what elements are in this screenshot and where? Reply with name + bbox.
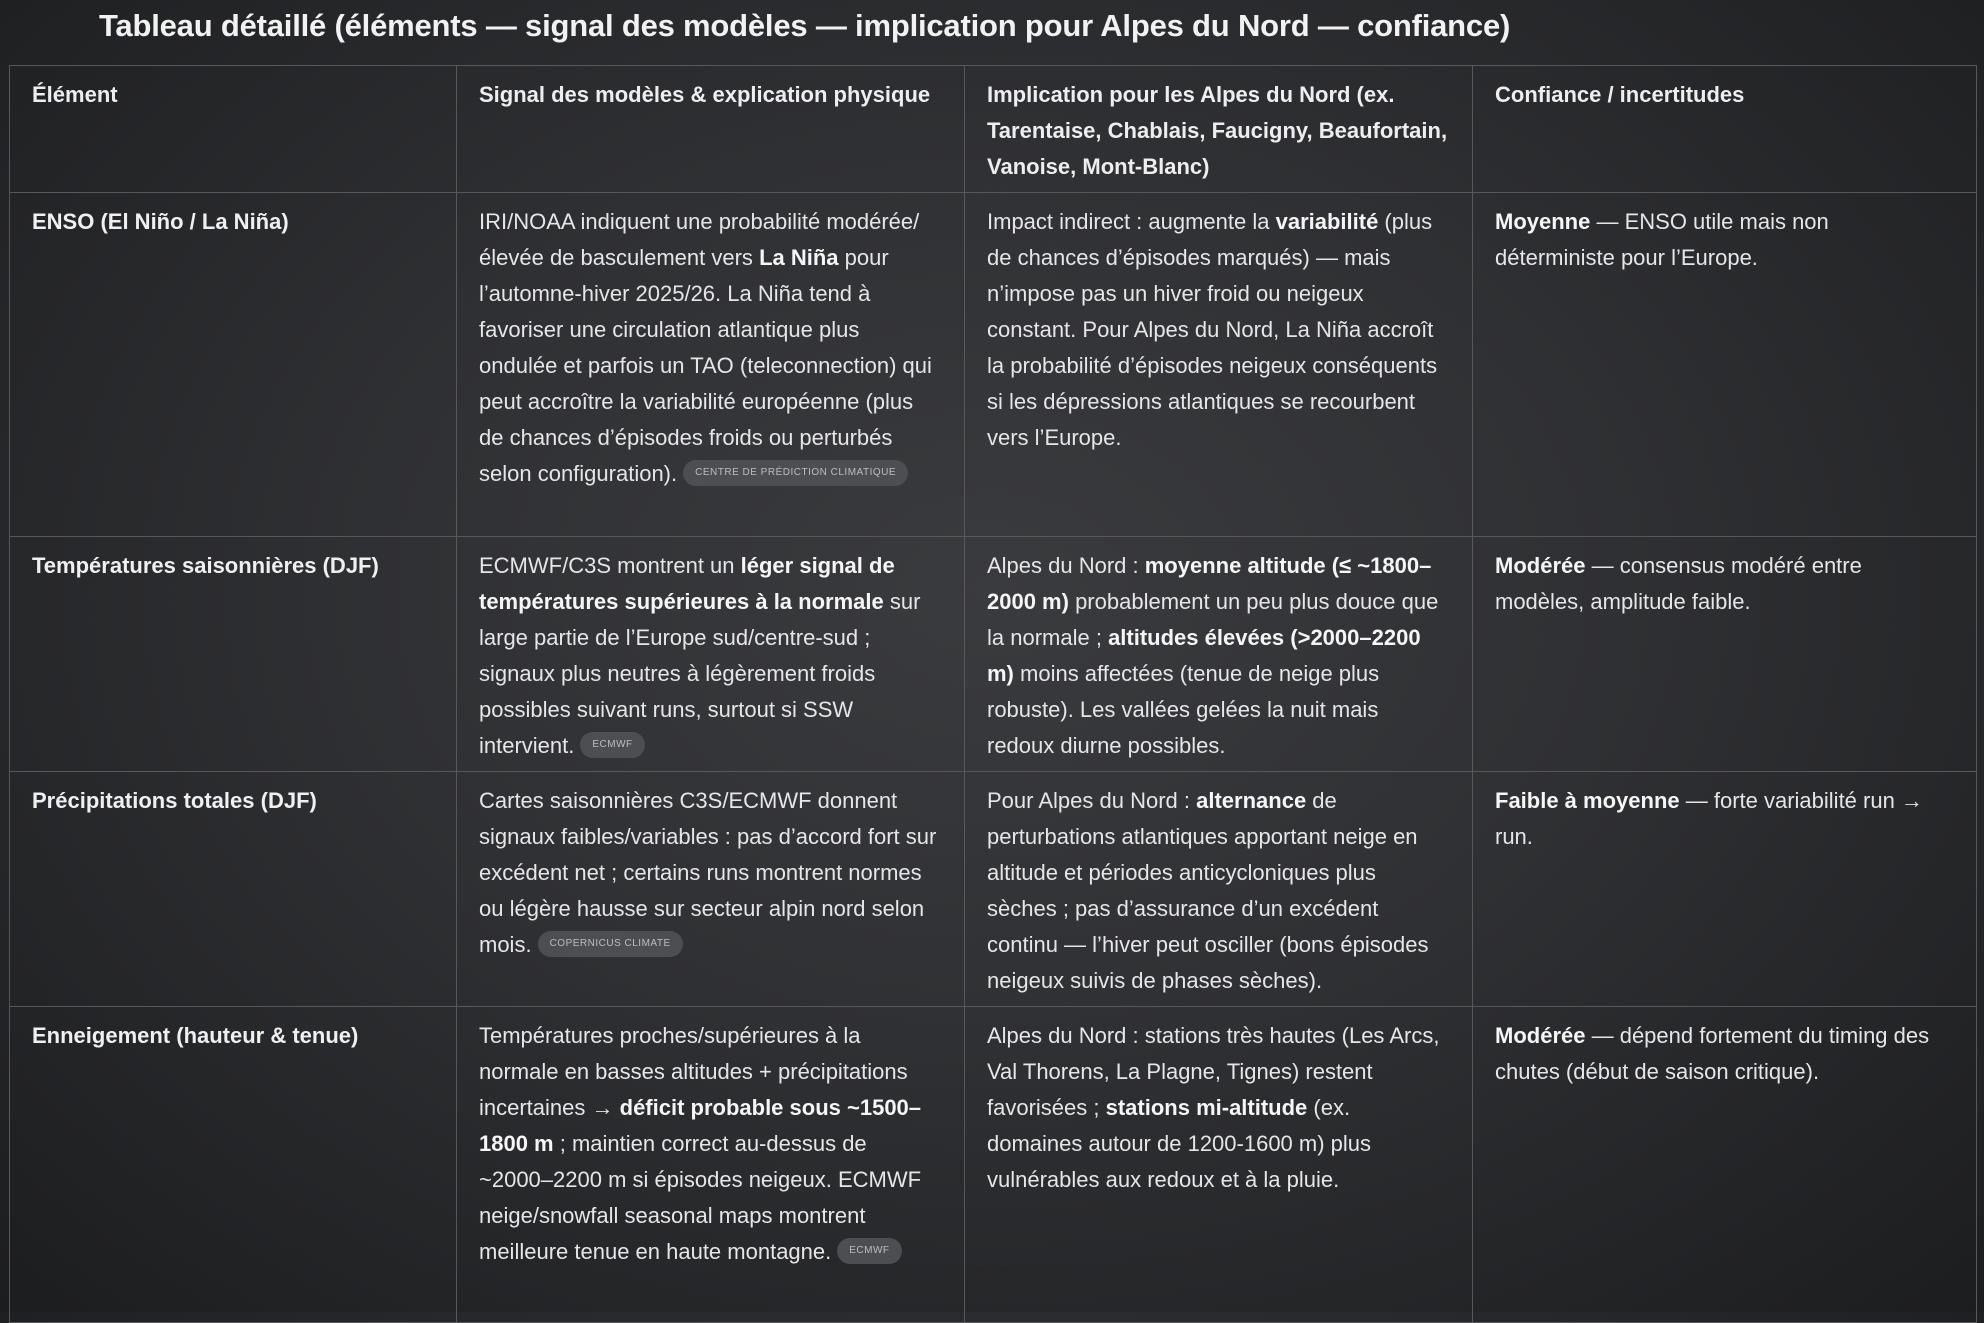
source-badge[interactable]: ECMWF	[580, 732, 644, 758]
column-header-signal: Signal des modèles & explication physique	[457, 66, 965, 193]
confidence-cell: Faible à moyenne — forte variabilité run → run.	[1473, 772, 1977, 1007]
column-header-implication: Implication pour les Alpes du Nord (ex. Tarentaise, Chablais, Faucigny, Beaufortain, Vanoise, Mont-Blanc)	[965, 66, 1473, 193]
implication-cell: Pour Alpes du Nord : alternance de perturbations atlantiques apportant neige en altitude et périodes anticycloniques plus sèches ; pas d’assurance d’un excédent continu — l’hiver peut osciller (bons épisodes neigeux suivis de phases sèches).	[965, 772, 1473, 1007]
element-cell: Enneigement (hauteur & tenue)	[10, 1007, 457, 1323]
table-header-row	[10, 66, 1977, 193]
column-header-element: Élément	[10, 66, 457, 193]
implication-cell: Alpes du Nord : stations très hautes (Les Arcs, Val Thorens, La Plagne, Tignes) restent favorisées ; stations mi-altitude (ex. domaines autour de 1200-1600 m) plus vulnérables aux redoux et à la pluie.	[965, 1007, 1473, 1323]
page-title: Tableau détaillé (éléments — signal des modèles — implication pour Alpes du Nord — confiance)	[99, 8, 1511, 43]
confidence-cell: Moyenne — ENSO utile mais non déterministe pour l’Europe.	[1473, 193, 1977, 537]
table-row	[10, 772, 1977, 1007]
table-row	[10, 193, 1977, 537]
table-row	[10, 1007, 1977, 1323]
signal-cell: Températures proches/supérieures à la normale en basses altitudes + précipitations incertaines → déficit probable sous ~1500–1800 m ; maintien correct au-dessus de ~2000–2200 m si épisodes neigeux. ECMWF neige/snowfall seasonal maps montrent meilleure tenue en haute montagne. ECMWF	[457, 1007, 965, 1323]
implication-cell: Alpes du Nord : moyenne altitude (≤ ~1800–2000 m) probablement un peu plus douce que la normale ; altitudes élevées (>2000–2200 m) moins affectées (tenue de neige plus robuste). Les vallées gelées la nuit mais redoux diurne possibles.	[965, 537, 1473, 772]
source-badge[interactable]: ECMWF	[837, 1238, 901, 1264]
confidence-cell: Modérée — dépend fortement du timing des chutes (début de saison critique).	[1473, 1007, 1977, 1323]
signal-cell: Cartes saisonnières C3S/ECMWF donnent signaux faibles/variables : pas d’accord fort sur excédent net ; certains runs montrent normes ou légère hausse sur secteur alpin nord selon mois. COPERNICUS CLIMATE	[457, 772, 965, 1007]
column-header-confidence: Confiance / incertitudes	[1473, 66, 1977, 193]
element-cell: Précipitations totales (DJF)	[10, 772, 457, 1007]
confidence-cell: Modérée — consensus modéré entre modèles, amplitude faible.	[1473, 537, 1977, 772]
element-cell: ENSO (El Niño / La Niña)	[10, 193, 457, 537]
source-badge[interactable]: CENTRE DE PRÉDICTION CLIMATIQUE	[683, 460, 908, 486]
forecast-table	[9, 65, 1977, 1323]
table-row	[10, 537, 1977, 772]
signal-cell: ECMWF/C3S montrent un léger signal de températures supérieures à la normale sur large partie de l’Europe sud/centre-sud ; signaux plus neutres à légèrement froids possibles suivant runs, surtout si SSW intervient. ECMWF	[457, 537, 965, 772]
signal-cell: IRI/NOAA indiquent une probabilité modérée/élevée de basculement vers La Niña pour l’automne-hiver 2025/26. La Niña tend à favoriser une circulation atlantique plus ondulée et parfois un TAO (teleconnection) qui peut accroître la variabilité européenne (plus de chances d’épisodes froids ou perturbés selon configuration). CENTRE DE PRÉDICTION CLIMATIQUE	[457, 193, 965, 537]
element-cell: Températures saisonnières (DJF)	[10, 537, 457, 772]
implication-cell: Impact indirect : augmente la variabilité (plus de chances d’épisodes marqués) — mais n’impose pas un hiver froid ou neigeux constant. Pour Alpes du Nord, La Niña accroît la probabilité d’épisodes neigeux conséquents si les dépressions atlantiques se recourbent vers l’Europe.	[965, 193, 1473, 537]
source-badge[interactable]: COPERNICUS CLIMATE	[538, 931, 683, 957]
